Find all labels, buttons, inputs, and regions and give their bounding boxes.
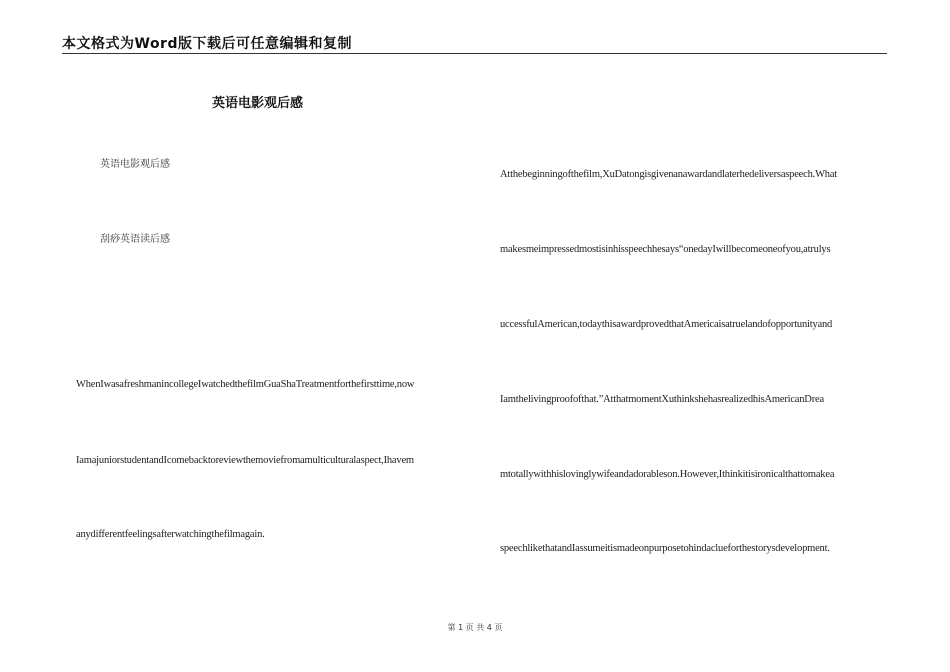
body-line: IamajuniorstudentandIcomebacktoreviewthemoviefromamulticulturalaspect,Ihavem [76,455,414,466]
header-title: 本文格式为Word版下载后可任意编辑和复制 [62,36,352,52]
sub-heading-1: 英语电影观后感 [100,159,170,170]
body-line: uccessfulAmerican,todaythisawardprovedthatAmericaisatruelandofopportunityand [500,319,833,330]
body-line: Atthebeginningofthefilm,XuDatongisgivenanawardandlaterhedeliversaspeech.What [500,169,838,180]
body-line: Iamthelivingproofofthat.”AtthatmomentXuthinkshehasrealizedhisAmericanDrea [500,394,824,405]
document-title: 英语电影观后感 [212,96,304,111]
header-divider [62,53,887,54]
body-line: speechlikethatandIassumeitismadeonpurposetohindaclueforthestorysdevelopment. [500,543,830,554]
body-line: WhenIwasafreshmanincollegeIwatchedthefilmGuaShaTreatmentforthefirsttime,now [76,379,415,390]
sub-heading-2: 刮痧英语读后感 [100,234,170,245]
body-line: makesmeimpressedmostisinhisspeechhesays“onedayIwillbecomeoneofyou,atrulys [500,244,831,255]
body-line: anydifferentfeelingsafterwatchingthefilmagain. [76,529,265,540]
body-line: mtotallywithhislovinglywifeandadorableson.However,Ithinkitisironicalthattomakea [500,469,835,480]
page-number: 第 1 页 共 4 页 [447,623,503,632]
